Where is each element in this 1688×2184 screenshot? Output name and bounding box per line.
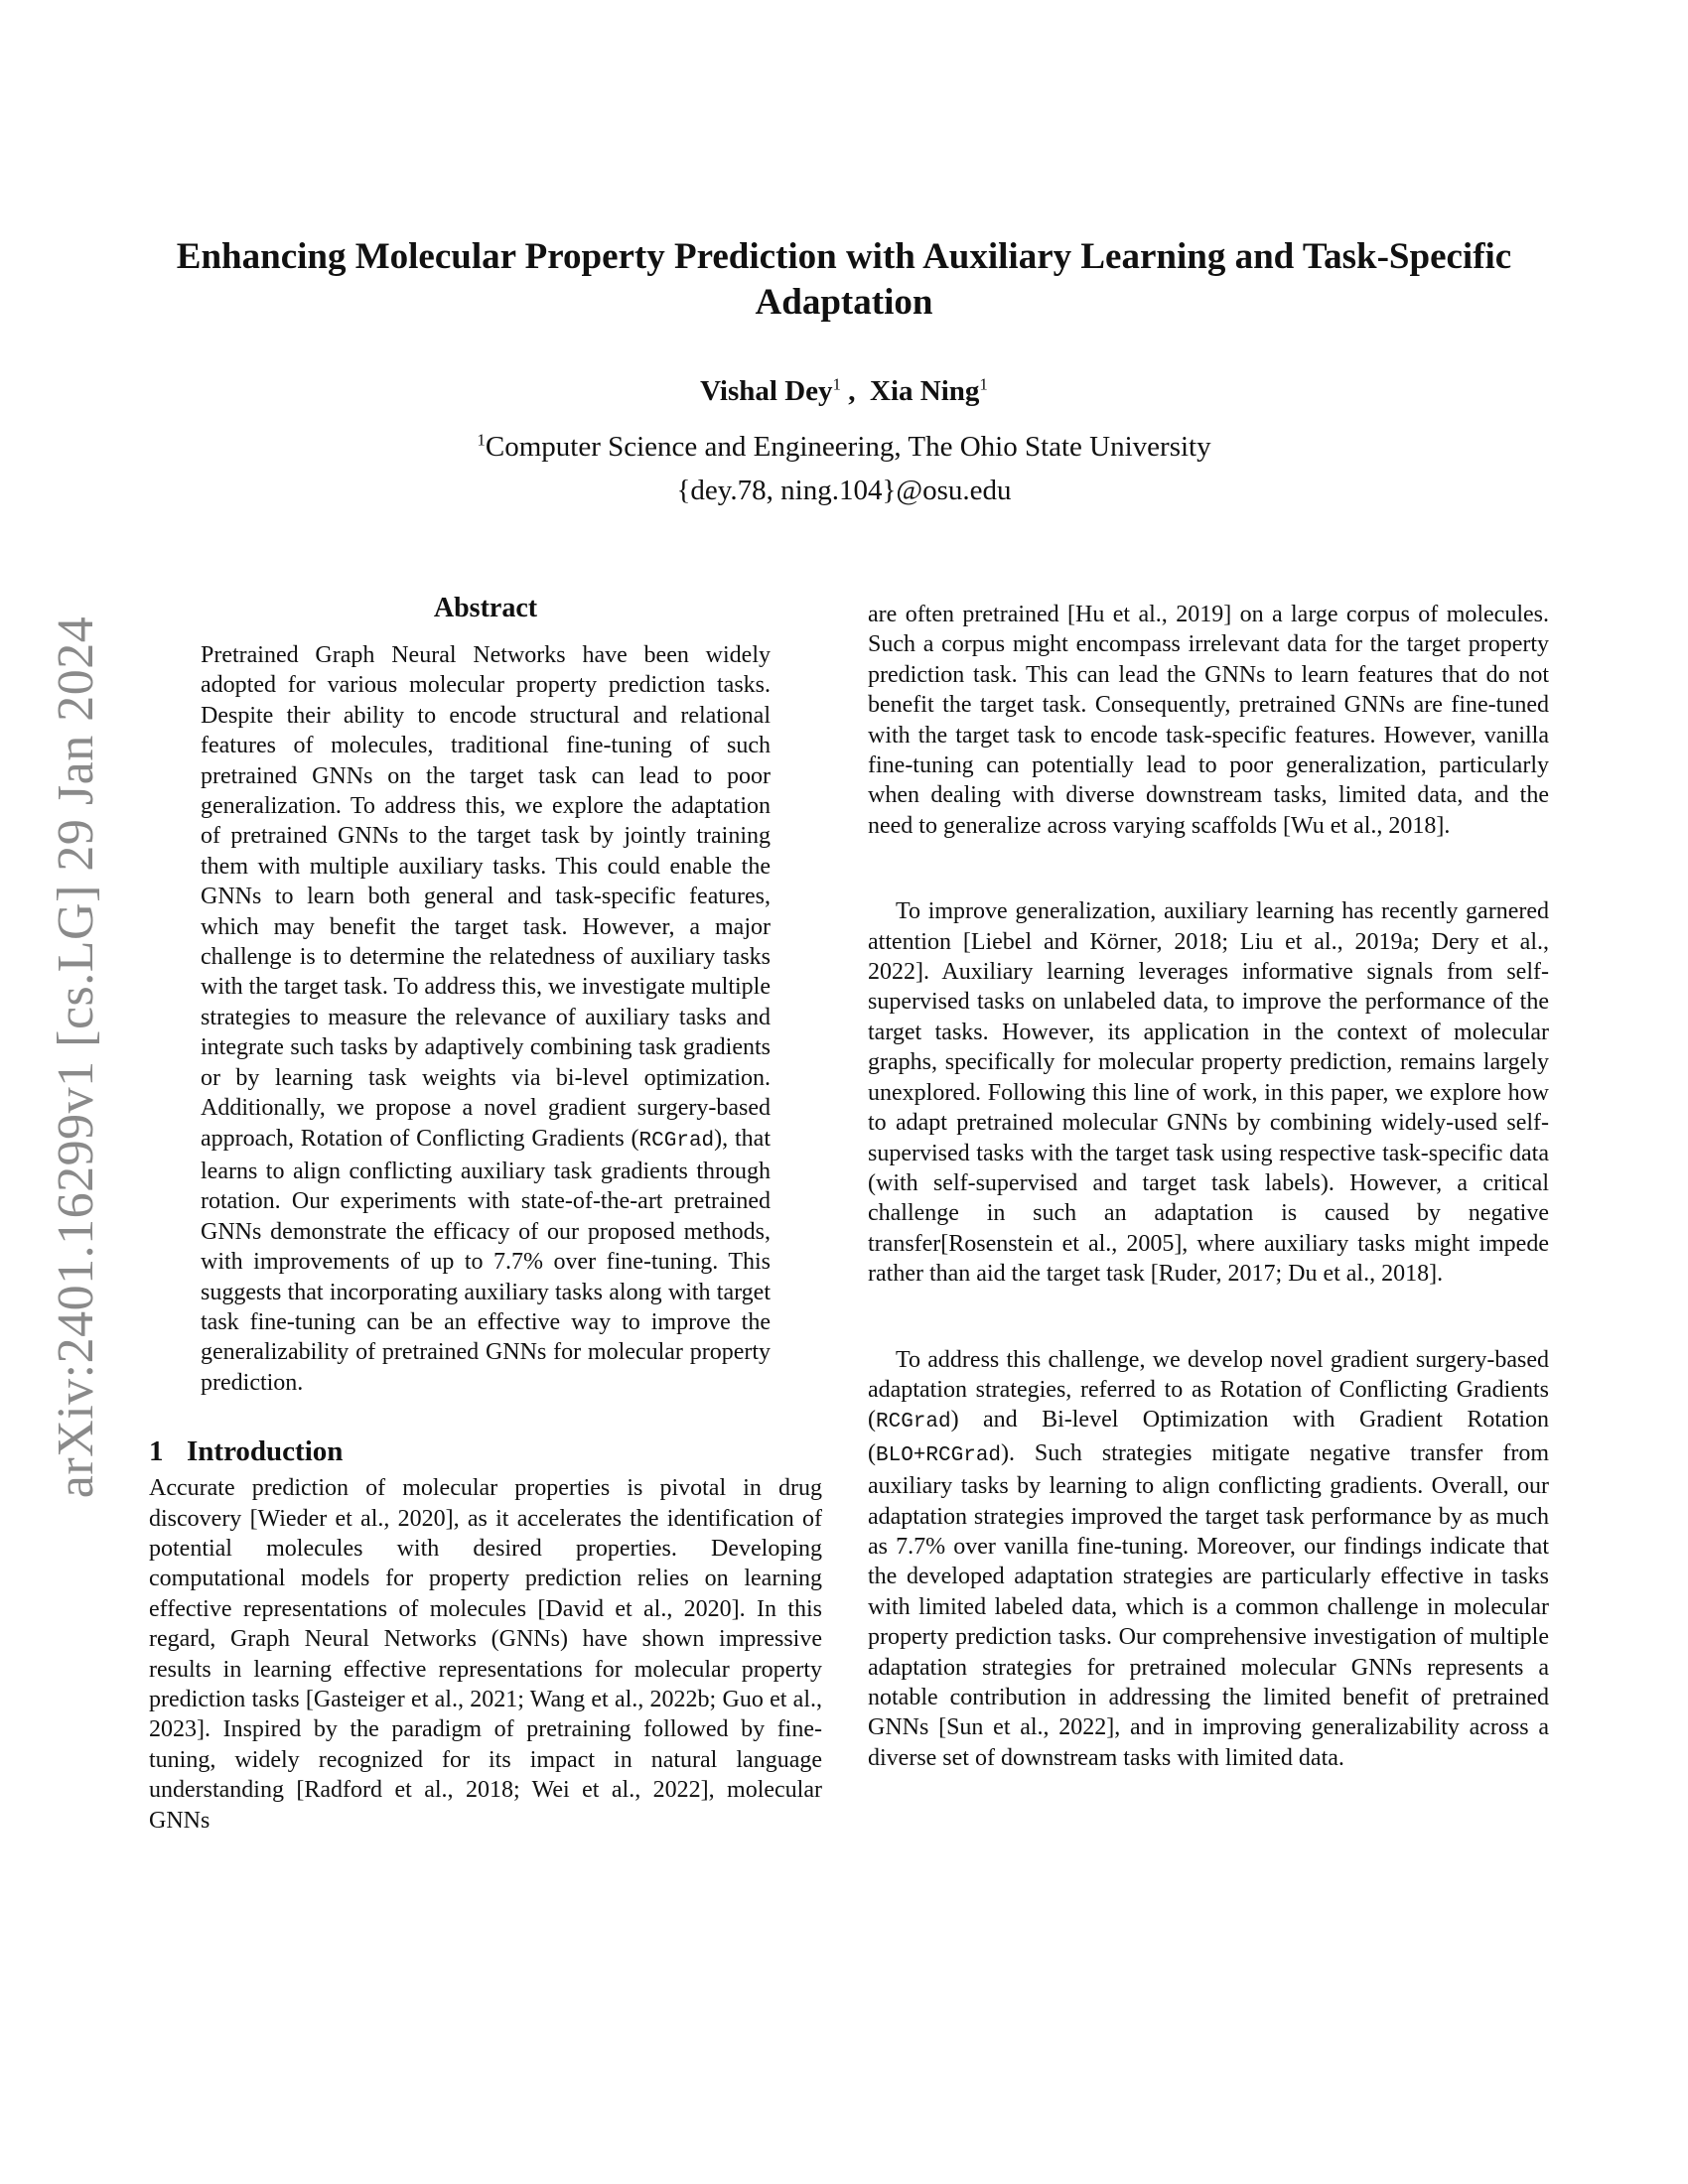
section-number: 1 — [149, 1435, 164, 1468]
abstract-text: Pretrained Graph Neural Networks have been widely adopted for various molecular property prediction tasks. Despite their ability to encode structural and relational features of molecules, traditional fine-tuning of such pretrained GNNs on the target task can lead to poor generalization. To address this, we explore the adaptation of pretrained GNNs to the target task by jointly training them with multiple auxiliary tasks. This could enable the GNNs to learn both general and task-specific features, which may benefit the target task. However, a major challenge is to determine the relatedness of auxiliary tasks with the target task. To address this, we investigate multiple strategies to measure the relevance of auxiliary tasks and integrate such tasks by adaptively combining task gradients or by learning task weights via bi-level optimization. Additionally, we propose a novel gradient surgery-based approach, Rotation of Conflicting Gradients (RCGrad), that learns to align conflicting auxiliary task gradients through rotation. Our experiments with state-of-the-art pretrained GNNs demonstrate the efficacy of our proposed methods, with improvements of up to 7.7% over fine-tuning. This suggests that incorporating auxiliary tasks along with target task fine-tuning can be an effective way to improve the generalizability of pretrained GNNs for molecular property prediction. — [201, 642, 771, 1396]
arxiv-identifier-stamp: arXiv:2401.16299v1 [cs.LG] 29 Jan 2024 — [48, 615, 104, 1499]
intro-paragraph-1-right: are often pretrained [Hu et al., 2019] on a large corpus of molecules. Such a corpus might encompass irrelevant data for the target property prediction task. This can lead the GNNs to learn features that do not benefit the target task. Consequently, pretrained GNNs are fine-tuned with the target task to encode task-specific features. However, vanilla fine-tuning can potentially lead to poor generalization, particularly when dealing with diverse downstream tasks, limited data, and the need to generalize across varying scaffolds [Wu et al., 2018]. — [868, 602, 1549, 839]
author-name: Xia Ning — [870, 375, 980, 407]
author-affil-mark: 1 — [979, 374, 988, 394]
affiliation-text: Computer Science and Engineering, The Ohio State University — [485, 431, 1211, 463]
affiliation — [149, 425, 1539, 469]
section-heading — [149, 1433, 822, 1469]
code-term: RCGrad — [876, 1411, 951, 1434]
author-email: {dey.78, ning.104}@osu.edu — [676, 475, 1012, 506]
author-affil-mark: 1 — [832, 374, 842, 394]
text-span: To address this challenge, we develop novel gradient surgery-based adaptation strategies, referred to as Rotation of Conflicting Gradients ( — [868, 1346, 1549, 1433]
right-column — [868, 600, 1549, 1773]
text-span: ) and Bi-level Optimization with Gradient Rotation ( — [868, 1407, 1549, 1466]
affiliation-mark: 1 — [477, 430, 486, 450]
text-span: ). Such strategies mitigate negative transfer from auxiliary tasks by learning to align conflicting gradients. Overall, our adaptation strategies improved the target task performance by as much as 7.7% over vanilla fine-tuning. Moreover, our findings indicate that the developed adaptation strategies are particularly effective in tasks with limited labeled data, which is a common challenge in molecular property prediction tasks. Our comprehensive investigation of multiple adaptation strategies for pretrained molecular GNNs represents a notable contribution in addressing the limited benefit of pretrained GNNs [Sun et al., 2022], and in improving generalizability across a diverse set of downstream tasks with limited data. — [868, 1439, 1549, 1771]
section-title: Introduction — [187, 1435, 344, 1468]
abstract-text-part: ), that learns to align conflicting auxiliary task gradients through rotation. Our experiments with state-of-the-art pretrained GNNs demonstrate the efficacy of our proposed methods, with improvements of up to 7.7% over fine-tuning. This suggests that incorporating auxiliary tasks along with target task fine-tuning can be an effective way to improve the generalizability of pretrained GNNs for molecular property prediction. — [201, 1125, 771, 1396]
intro-paragraph-1-left: Accurate prediction of molecular properties is pivotal in drug discovery [Wieder et al., 2020], as it accelerates the identification of potential molecules with desired properties. Developing computational models for property prediction relies on learning effective representations of molecules [David et al., 2020]. In this regard, Graph Neural Networks (GNNs) have shown impressive results in learning effective representations for molecular property prediction tasks [Gasteiger et al., 2021; Wang et al., 2022b; Guo et al., 2023]. Inspired by the paradigm of pretraining followed by fine-tuning, widely recognized for its impact in natural language understanding [Radford et al., 2018; Wei et al., 2022], molecular GNNs — [149, 1475, 822, 1834]
left-column — [149, 592, 822, 1836]
author-name: Vishal Dey — [700, 375, 833, 407]
code-term: RCGrad — [638, 1129, 715, 1153]
abstract-heading: Abstract — [433, 593, 538, 623]
code-term: BLO+RCGrad — [876, 1443, 1002, 1467]
affiliation-block — [149, 425, 1539, 512]
intro-paragraph-2: To improve generalization, auxiliary learning has recently garnered attention [Liebel and Körner, 2018; Liu et al., 2019a; Dery et al., 2022]. Auxiliary learning leverages informative signals from self-supervised tasks on unlabeled data, to improve the performance of the target tasks. However, its application in the context of molecular graphs, specifically for molecular property prediction, remains largely unexplored. Following this line of work, in this paper, we explore how to adapt pretrained molecular GNNs by combining widely-used self-supervised tasks with the target task using respective task-specific data (with self-supervised and target task labels). However, a critical challenge in such an adaptation is caused by negative transfer[Rosenstein et al., 2005], where auxiliary tasks might impede rather than aid the target task [Ruder, 2017; Du et al., 2018]. — [868, 898, 1549, 1288]
intro-paragraph-3 — [868, 1345, 1549, 1774]
abstract-text-part: Pretrained Graph Neural Networks have been widely adopted for various molecular property prediction tasks. Despite their ability to encode structural and relational features of molecules, traditional fine-tuning of such pretrained GNNs on the target task can lead to poor generalization. To address this, we explore the adaptation of pretrained GNNs to the target task by jointly training them with multiple auxiliary tasks. This could enable the GNNs to learn both general and task-specific features, which may benefit the target task. However, a major challenge is to determine the relatedness of auxiliary tasks with the target task. To address this, we investigate multiple strategies to measure the relevance of auxiliary tasks and integrate such tasks by adaptively combining task gradients or by learning task weights via bi-level optimization. Additionally, we propose a novel gradient surgery-based approach, Rotation of Conflicting Gradients — [201, 642, 771, 1152]
paper-title: Enhancing Molecular Property Prediction with Auxiliary Learning and Task-Specific Adaptation — [176, 236, 1512, 323]
author-line: Vishal Dey$^1$ , Xia Ning$^1$ — [700, 374, 988, 407]
